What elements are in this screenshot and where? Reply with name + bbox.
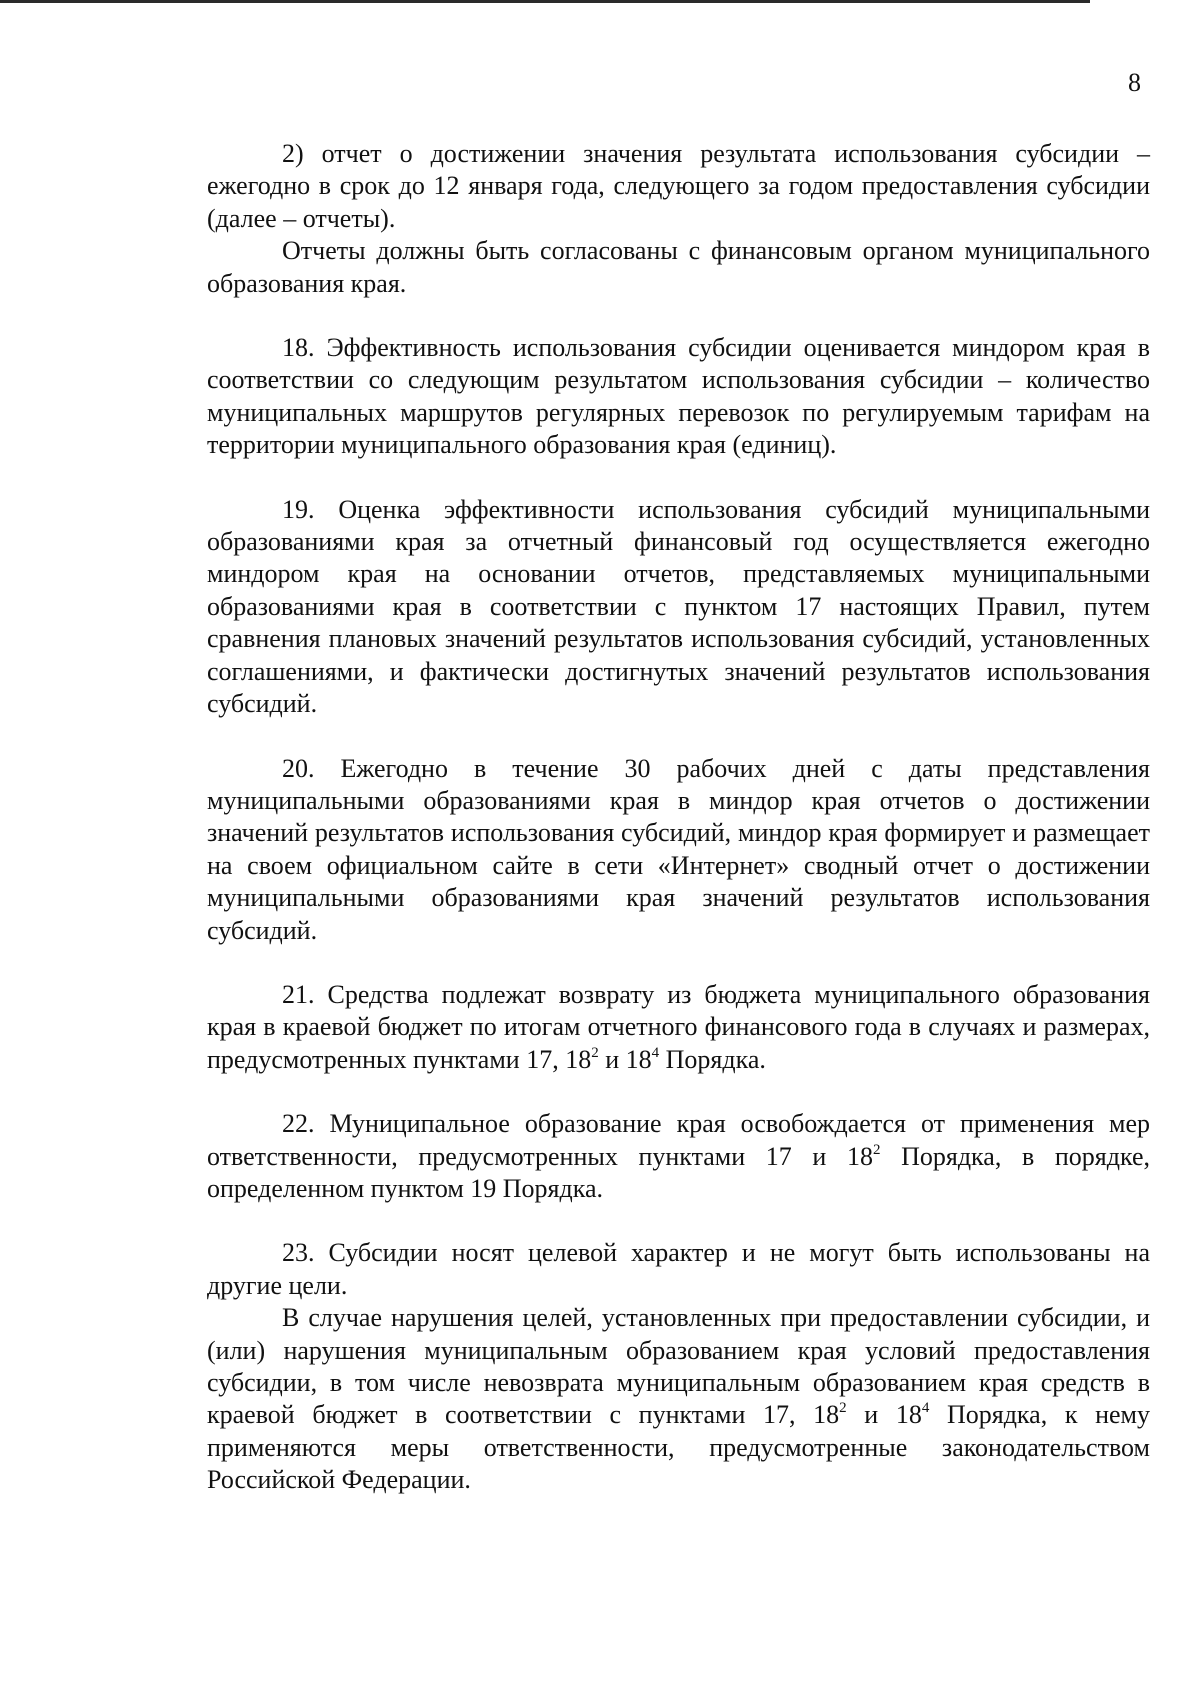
paragraph-text: 18. Эффективность использования субсидии оценивается миндором края в соответствии со следующим результатом использования субсидии – количество муниципальных маршрутов регулярных перевозок по регулируемым тарифам на территории муниципального образования края (единиц). [207, 333, 1150, 460]
superscript: 2 [872, 1141, 881, 1158]
paragraph-21 [207, 979, 1150, 1076]
paragraph-text: и 18 [598, 1044, 652, 1074]
paragraph-text: Отчеты должны быть согласованы с финансовым органом муниципального образования края. [207, 236, 1150, 298]
paragraph-22 [207, 1108, 1150, 1205]
superscript: 4 [651, 1044, 660, 1061]
paragraph-17-item-2 [207, 138, 1150, 235]
paragraph-23-violation [207, 1302, 1150, 1496]
paragraph-text: 2) отчет о достижении значения результата использования субсидии – ежегодно в срок до 12 января года, следующего за годом предоставления субсидии (далее – отчеты). [207, 139, 1150, 233]
paragraph-20 [207, 753, 1150, 947]
paragraph-text: Порядка. [659, 1044, 766, 1074]
document-body [207, 138, 1150, 1497]
paragraph-text: 19. Оценка эффективности использования субсидий муниципальными образованиями края за отчетный финансовый год осуществляется ежегодно миндором края на основании отчетов, представляемых муниципальными образованиями края в соответствии с пунктом 17 настоящих Правил, путем сравнения плановых значений результатов использования субсидий, установленных соглашениями, и фактически достигнутых значений результатов использования субсидий. [207, 494, 1150, 719]
paragraph-text: 22. Муниципальное образование края освобождается от применения мер ответственности, предусмотренных пунктами 17 и 18 [207, 1109, 1150, 1171]
paragraph-text: 23. Субсидии носят целевой характер и не могут быть использованы на другие цели. [207, 1238, 1150, 1300]
paragraph-text: В случае нарушения целей, установленных при предоставлении субсидии, и (или) нарушения муниципальным образованием края условий предоставления субсидии, в том числе невозврата муниципальным образованием края средств в краевой бюджет в соответствии с пунктами 17, 18 [207, 1303, 1150, 1430]
paragraph-text: Порядка, в порядке, определенном пунктом 19 Порядка. [207, 1141, 1150, 1203]
paragraph-text: 20. Ежегодно в течение 30 рабочих дней с даты представления муниципальными образованиями края в миндор края отчетов о достижении значений результатов использования субсидий, миндор края формирует и размещает на своем официальном сайте в сети «Интернет» сводный отчет о достижении муниципальными образованиями края значений результатов использования субсидий. [207, 753, 1150, 945]
superscript: 2 [839, 1400, 847, 1417]
superscript: 2 [591, 1044, 599, 1061]
paragraph-text: и 18 [846, 1400, 922, 1430]
paragraph-23 [207, 1237, 1150, 1302]
paragraph-text: Порядка, к нему применяются меры ответственности, предусмотренные законодательством Российской Федерации. [207, 1400, 1150, 1495]
superscript: 4 [921, 1400, 930, 1417]
page-number: 8 [1128, 68, 1141, 97]
scan-edge-line [0, 0, 1090, 3]
paragraph-18 [207, 332, 1150, 462]
paragraph-17-agreement [207, 235, 1150, 300]
paragraph-19 [207, 494, 1150, 721]
paragraph-text: 21. Средства подлежат возврату из бюджета муниципального образования края в краевой бюджет по итогам отчетного финансового года в случаях и размерах, предусмотренных пунктами 17, 18 [207, 979, 1150, 1074]
